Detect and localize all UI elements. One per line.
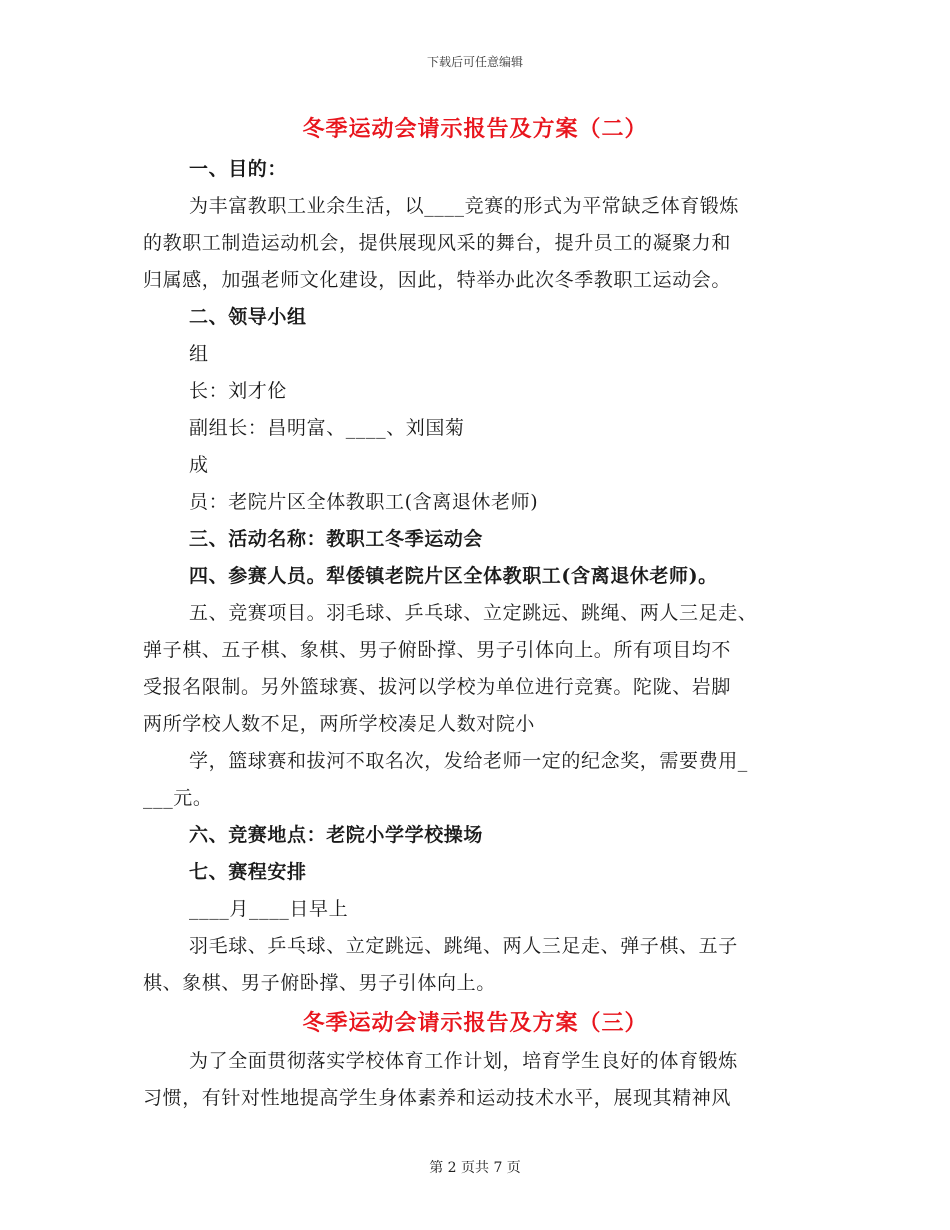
- section-title-3: 冬季运动会请示报告及方案（三）: [302, 1010, 648, 1036]
- page-footer-number: 第 2 页共 7 页: [429, 1160, 521, 1176]
- paragraph-line: 习惯，有针对性地提高学生身体素养和运动技术水平，展现其精神风: [143, 1087, 732, 1109]
- paragraph-line: 两所学校人数不足，两所学校凑足人数对院小: [143, 713, 536, 735]
- paragraph-line: 为了全面贯彻落实学校体育工作计划，培育学生良好的体育锻炼: [189, 1050, 738, 1072]
- paragraph-line: ____月____日早上: [189, 898, 349, 920]
- paragraph-line: 的教职工制造运动机会，提供展现风采的舞台，提升员工的凝聚力和: [143, 232, 732, 254]
- paragraph-line: 弹子棋、五子棋、象棋、男子俯卧撑、男子引体向上。所有项目均不: [143, 639, 732, 661]
- paragraph-line: 五、竞赛项目。羽毛球、乒乓球、立定跳远、跳绳、两人三足走、: [189, 602, 758, 624]
- paragraph-line: 长：刘才伦: [189, 380, 288, 402]
- paragraph-line: 受报名限制。另外篮球赛、拔河以学校为单位进行竞赛。陀陇、岩脚: [143, 676, 732, 698]
- paragraph-line: 员：老院片区全体教职工(含离退休老师): [189, 491, 539, 513]
- heading-leadership: 二、领导小组: [189, 306, 307, 328]
- paragraph-line: 成: [189, 454, 209, 476]
- page-header-note: 下载后可任意编辑: [426, 55, 523, 69]
- paragraph-line: 学，篮球赛和拔河不取名次，发给老师一定的纪念奖，需要费用_: [189, 750, 748, 772]
- heading-participants: 四、参赛人员。犁倭镇老院片区全体教职工(含离退休老师)。: [189, 565, 718, 587]
- paragraph-line: ___元。: [143, 787, 213, 809]
- heading-purpose: 一、目的：: [189, 158, 288, 180]
- heading-activity-name: 三、活动名称：教职工冬季运动会: [189, 528, 484, 550]
- paragraph-line: 组: [189, 343, 209, 365]
- paragraph-line: 归属感，加强老师文化建设，因此，特举办此次冬季教职工运动会。: [143, 269, 732, 291]
- heading-schedule: 七、赛程安排: [189, 861, 307, 883]
- section-title-2: 冬季运动会请示报告及方案（二）: [302, 116, 648, 142]
- paragraph-line: 羽毛球、乒乓球、立定跳远、跳绳、两人三足走、弹子棋、五子: [189, 935, 738, 957]
- paragraph-line: 棋、象棋、男子俯卧撑、男子引体向上。: [143, 972, 496, 994]
- paragraph-line: 副组长：昌明富、____、刘国菊: [189, 417, 465, 439]
- paragraph-line: 为丰富教职工业余生活，以____竞赛的形式为平常缺乏体育锻炼: [189, 195, 740, 217]
- heading-venue: 六、竞赛地点：老院小学学校操场: [189, 824, 484, 846]
